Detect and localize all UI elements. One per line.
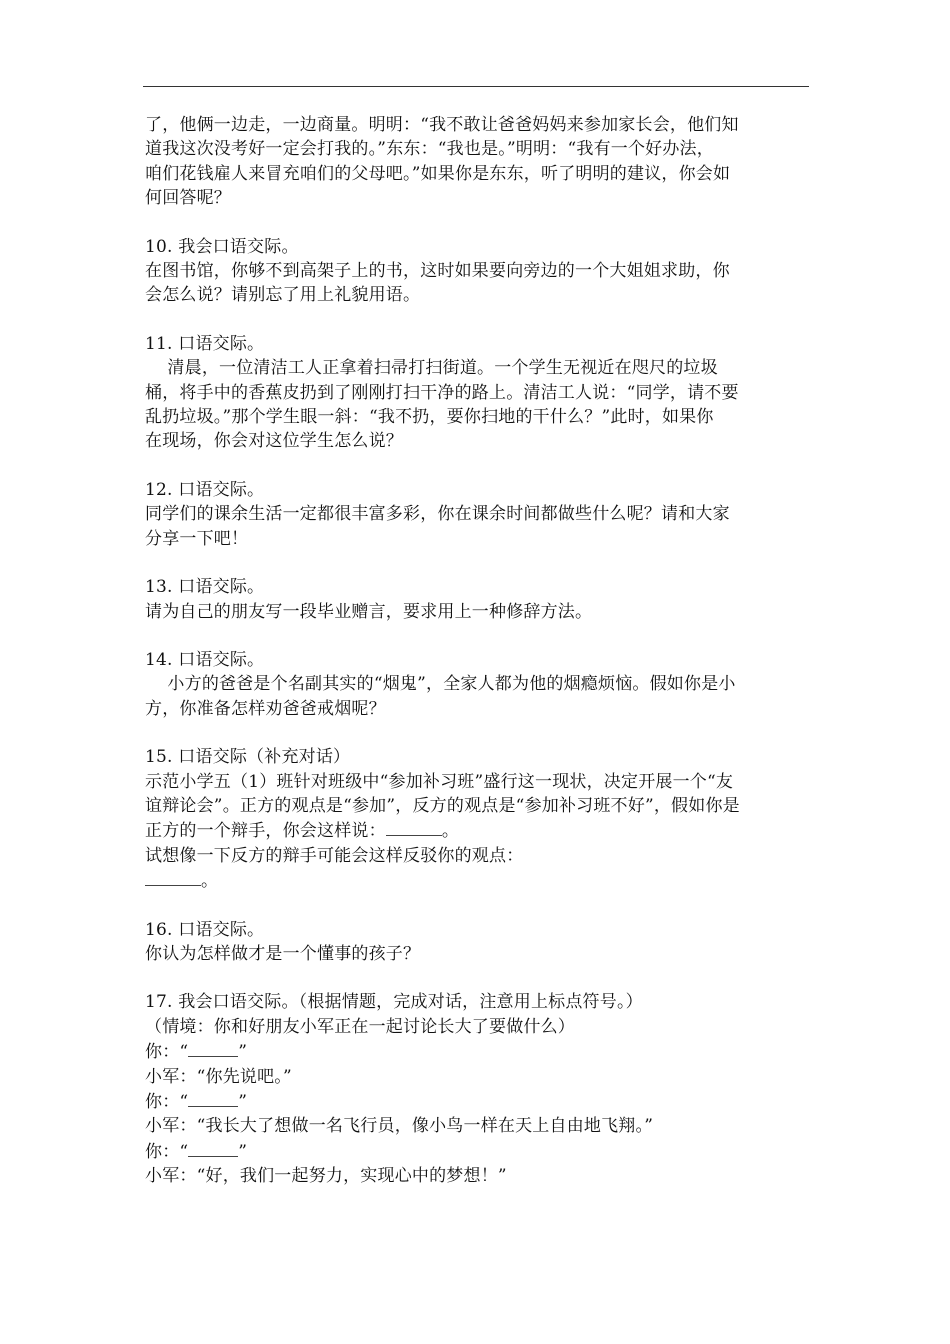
you-prefix: 你：“: [145, 1141, 189, 1162]
question-12-line: 同学们的课余生活一定都很丰富多彩，你在课余时间都做些什么呢？请和大家: [145, 504, 730, 525]
question-15-title: 15. 口语交际（补充对话）: [145, 747, 351, 768]
question-15-line: 试想像一下反方的辩手可能会这样反驳你的观点：: [145, 845, 524, 866]
question-15-line: 示范小学五（1）班针对班级中“参加补习班”盛行这一现状，决定开展一个“友: [145, 771, 734, 792]
dialog-you-line: [145, 1089, 813, 1114]
dialog-you-line: [145, 1039, 813, 1064]
question-16-title: 16. 口语交际。: [145, 919, 265, 940]
question-15-line3-suffix: 。: [441, 821, 460, 842]
answer-blank[interactable]: [188, 1039, 238, 1057]
you-suffix: ”: [238, 1042, 248, 1063]
question-10-line: 在图书馆，你够不到高架子上的书，这时如果要向旁边的一个大姐姐求助，你: [145, 261, 730, 282]
you-suffix: ”: [238, 1141, 248, 1162]
answer-blank[interactable]: [145, 868, 201, 886]
question-12-line: 分享一下吧！: [145, 528, 249, 549]
question-14-line: 方，你准备怎样劝爸爸戒烟呢？: [145, 698, 386, 719]
header-rule: [143, 86, 809, 87]
question-11-line: 在现场，你会对这位学生怎么说？: [145, 431, 403, 452]
answer-blank[interactable]: [386, 818, 442, 836]
question-14-line: 小方的爸爸是个名副其实的“烟鬼”，全家人都为他的烟瘾烦恼。假如你是小: [145, 674, 736, 695]
document-body: [145, 113, 813, 1189]
question-15-line: 谊辩论会”。正方的观点是“参加”，反方的观点是“参加补习班不好”，假如你是: [145, 795, 740, 816]
question-17-title: 17. 我会口语交际。（根据情题，完成对话，注意用上标点符号。）: [145, 992, 643, 1013]
question-11-line: 清晨，一位清洁工人正拿着扫帚打扫街道。一个学生无视近在咫尺的垃圾: [145, 358, 718, 379]
question-17-context: （情境：你和好朋友小军正在一起讨论长大了要做什么）: [145, 1016, 575, 1037]
intro-line: 何回答呢？: [145, 188, 231, 209]
you-suffix: ”: [238, 1092, 248, 1112]
question-10-title: 10. 我会口语交际。: [145, 236, 299, 257]
answer-blank[interactable]: [188, 1139, 238, 1157]
intro-line: 了，他俩一边走，一边商量。明明：“我不敢让爸爸妈妈来参加家长会，他们知: [145, 115, 739, 135]
dialog-xiaojun-line: 小军：“好，我们一起努力，实现心中的梦想！”: [145, 1166, 507, 1187]
you-prefix: 你：“: [145, 1042, 189, 1063]
dialog-xiaojun-line: 小军：“我长大了想做一名飞行员，像小鸟一样在天上自由地飞翔。”: [145, 1116, 654, 1137]
question-13-title: 13. 口语交际。: [145, 577, 265, 598]
question-14-title: 14. 口语交际。: [145, 649, 265, 670]
question-12-title: 12. 口语交际。: [145, 479, 265, 500]
question-11-line: 桶，将手中的香蕉皮扔到了刚刚打扫干净的路上。清洁工人说：“同学，请不要: [145, 382, 739, 403]
dialog-xiaojun-line: 小军：“你先说吧。”: [145, 1066, 292, 1087]
you-prefix: 你：“: [145, 1092, 189, 1112]
question-11-line: 乱扔垃圾。”那个学生眼一斜：“我不扔，要你扫地的干什么？”此时，如果你: [145, 407, 714, 428]
question-15-line: [145, 868, 813, 893]
question-11-title: 11. 口语交际。: [145, 333, 265, 354]
question-13-line: 请为自己的朋友写一段毕业赠言，要求用上一种修辞方法。: [145, 601, 593, 622]
question-15-line3-prefix: 正方的一个辩手，你会这样说：: [145, 821, 386, 842]
intro-line: 道我这次没考好一定会打我的。”东东：“我也是。”明明：“我有一个好办法，: [145, 139, 714, 160]
intro-line: 咱们花钱雇人来冒充咱们的父母吧。”如果你是东东，听了明明的建议，你会如: [145, 163, 731, 184]
question-10-line: 会怎么说？请别忘了用上礼貌用语。: [145, 285, 421, 306]
answer-blank[interactable]: [188, 1089, 238, 1107]
dialog-you-line: [145, 1139, 813, 1164]
question-16-line: 你认为怎样做才是一个懂事的孩子？: [145, 943, 421, 964]
question-15-line5-suffix: 。: [201, 871, 219, 892]
question-15-line: [145, 818, 813, 843]
